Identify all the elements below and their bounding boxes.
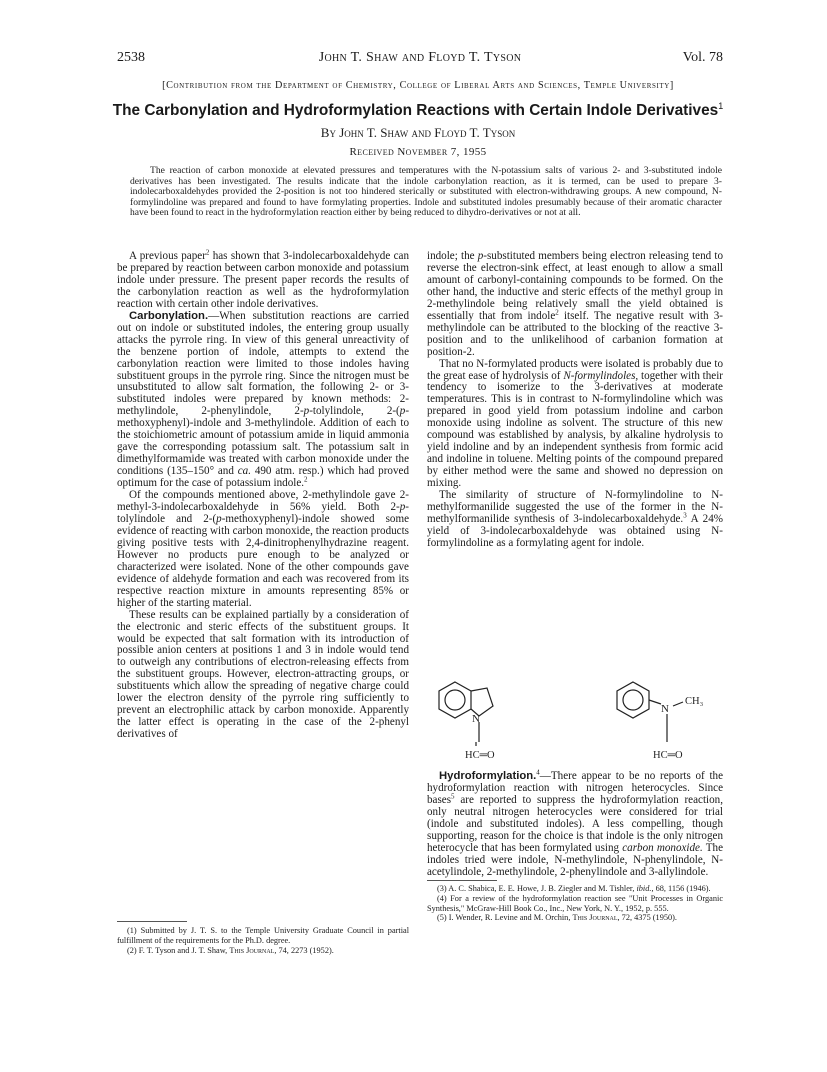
structure-2-methyl: CH₃ <box>685 696 704 707</box>
article-title <box>108 101 728 120</box>
footnotes-left <box>117 926 409 955</box>
paragraph: indole; the p-substituted members being electron releasing tend to reverse the electron-sink effect, at least enough to allow a small amount of carbonyl-containing compounds to be formed. On the other hand, the inductive and steric effects of the methyl group in 2-methylindole being relatively small the yield obtained is essentially that from indole$^2$ itself. The negative result with 3-methylindole can be attributed to the blocking of the reactive 3-position and to the unlikelihood of carbanion formation at position-2. <box>427 250 723 358</box>
structure-1-nitrogen: N <box>472 713 480 725</box>
structure-2-nitrogen: N <box>661 703 669 715</box>
footnote-5: (5) I. Wender, R. Levine and M. Orchin, This Journal, 72, 4375 (1950). <box>437 913 677 923</box>
right-column-bottom <box>427 768 723 879</box>
byline: By John T. Shaw and Floyd T. Tyson <box>320 125 516 140</box>
right-column-top <box>427 251 723 550</box>
footnote-rule <box>117 921 187 922</box>
footnote-rule <box>427 880 497 881</box>
paragraph: These results can be explained partially by a consideration of the electronic and steric effects of the substituent groups. It would be expected that salt formation with its introduction of possible anion centers at positions 1 and 3 in indole would tend to outweigh any contributions of electron-releasing effects from the substituent groups. However, electron-attracting groups, or substituents which allow the spreading of negative charge could lower the electron density of the pyrrole ring sufficiently to prevent an electrophilic attack by carbon monoxide. Apparently the latter effect is operating in the case of the 2-phenyl derivatives of <box>117 608 409 741</box>
page-number: 2538 <box>117 50 145 65</box>
paragraph: A previous paper$^2$ has shown that 3-indolecarboxaldehyde can be prepared by reaction between carbon monoxide and potassium indole under pressure. The present paper records the results of the carbonylation reaction as well as the hydroformylation reaction with certain other indole derivatives. <box>117 248 409 310</box>
volume-label: Vol. 78 <box>682 50 723 65</box>
paragraph: Of the compounds mentioned above, 2-methylindole gave 2-methyl-3-indolecarboxaldehyde in 56% yield. Both 2-p-tolylindole and 2-(p-methoxyphenyl)-indole showed some evidence of reacting with carbon monoxide, the reaction products giving positive tests with 2,4-dinitrophenylhydrazine reagent. However no products pure enough to be analyzed or characterized were isolated. None of the other compounds gave evidence of aldehyde formation and each was recovered from its respective reaction mixture in amounts representing 85% or higher of the starting material. <box>117 489 409 609</box>
title-text: The Carbonylation and Hydroformylation Reactions with Certain Indole Derivatives <box>112 102 719 120</box>
n-formylindoline-structure <box>439 682 493 746</box>
paragraph: Hydroformylation.$^4$—There appear to be no reports of the hydroformylation reaction with nitrogen heterocycles. Since bases$^5$ are reported to suppress the hydroformylation reaction, only neutral nitrogen heterocycles were considered for trial (indole and substituted indoles). A less compelling, though supporting, reason for the choice is that indole is the only nitrogen heterocycle that has been formylated using carbon monoxide. The indoles tried were indole, N-methylindole, N-phenylindole, N-acetylindole, 2-methylindole, 2-phenylindole and 3-allylindole. <box>427 768 723 878</box>
structure-1-formyl: HC═O <box>465 750 495 761</box>
left-column <box>117 248 410 741</box>
footnote-3: (3) A. C. Shabica, E. E. Howe, J. B. Ziegler and M. Tishler, ibid., 68, 1156 (1946). <box>437 884 711 893</box>
footnote-4: (4) For a review of the hydroformylation reaction see "Unit Processes in Organic Synthesis," McGraw-Hill Book Co., Inc., New York, N. Y., 1952, p. 555. <box>427 893 723 913</box>
running-head <box>117 50 723 68</box>
n-methylformanilide-structure <box>617 682 683 742</box>
running-authors: John T. Shaw and Floyd T. Tyson <box>318 50 522 65</box>
structures-figure <box>427 676 723 784</box>
contribution-line: [Contribution from the Department of Chemistry, College of Liberal Arts and Sciences, Temple University] <box>162 80 674 91</box>
paragraph: The similarity of structure of N-formylindoline to N-methylformanilide suggested the use of the former in the N-methylformanilide synthesis of 3-indolecarboxaldehyde.$^3$ A 24% yield of 3-indolecarboxaldehyde was obtained using N-formylindoline as a formylating agent for indole. <box>427 489 723 549</box>
received-date: Received November 7, 1955 <box>349 146 487 158</box>
chemical-structures <box>427 676 723 784</box>
section-heading-carbonylation: Carbonylation. <box>129 309 209 322</box>
abstract: The reaction of carbon monoxide at elevated pressures and temperatures with the N-potassium salts of various 2- and 3-substituted indole derivatives has been investigated. The results indicate that the indole carbonylation reaction, as it is termed, can be used to prepare 3-indolecarboxaldehydes provided the 2-position is not too hindered sterically or substituted with electron-withdrawing groups. A new compound, N-formylindoline was prepared and found to have formylating properties. Indole and substituted indoles presumably because of their aromatic character have been found to react in the hydroformylation reaction either by being reduced to dihydro-derivatives or not at all. <box>130 165 722 219</box>
paragraph: That no N-formylated products were isolated is probably due to the great ease of hydrolysis of N-formylindoles, together with their tendency to isomerize to the 3-derivatives at moderate temperatures. This is in contrast to N-formylindoline which was prepared in good yield from potassium indoline and carbon monoxide using indoline as solvent. The structure of this new compound was established by analysis, by alkaline hydrolysis to yield indoline and by an independent synthesis from formic acid and indoline in toluene. Melting points of the compound prepared by either method were the same and showed no depression on mixing. <box>427 357 723 490</box>
paragraph: Carbonylation.—When substitution reactions are carried out on indole or substituted indoles, the entering group usually attacks the pyrrole ring. In view of this general unreactivity of the benzene portion of indole, attempts to extend the carbonylation reaction were limited to those indoles having substituent groups in the pyrrole ring. Since the nitrogen must be unsubstituted to allow salt formation, the following 2- or 3-substituted indoles were prepared by known methods: 2-methylindole, 2-phenylindole, 2-p-tolylindole, 2-(p-methoxyphenyl)-indole and 3-methylindole. Addition of each to the stoichiometric amount of potassium amide in liquid ammonia gave the corresponding potassium salt. The potassium salt in dimethylformamide was treated with carbon monoxide under the conditions (135–150° and ca. 490 atm. resp.) which had proved optimum for the case of potassium indole.$^2$ <box>117 309 410 490</box>
footnote-2: (2) F. T. Tyson and J. T. Shaw, This Journal, 74, 2273 (1952). <box>127 945 334 955</box>
section-heading-hydroformylation: Hydroformylation. <box>439 770 537 782</box>
footnote-1: (1) Submitted by J. T. S. to the Temple University Graduate Council in partial fulfillment of the requirements for the Ph.D. degree. <box>117 926 409 945</box>
footnotes-right <box>427 884 723 923</box>
structure-2-formyl: HC═O <box>653 750 683 761</box>
title-footnote-marker: 1 <box>718 101 724 111</box>
